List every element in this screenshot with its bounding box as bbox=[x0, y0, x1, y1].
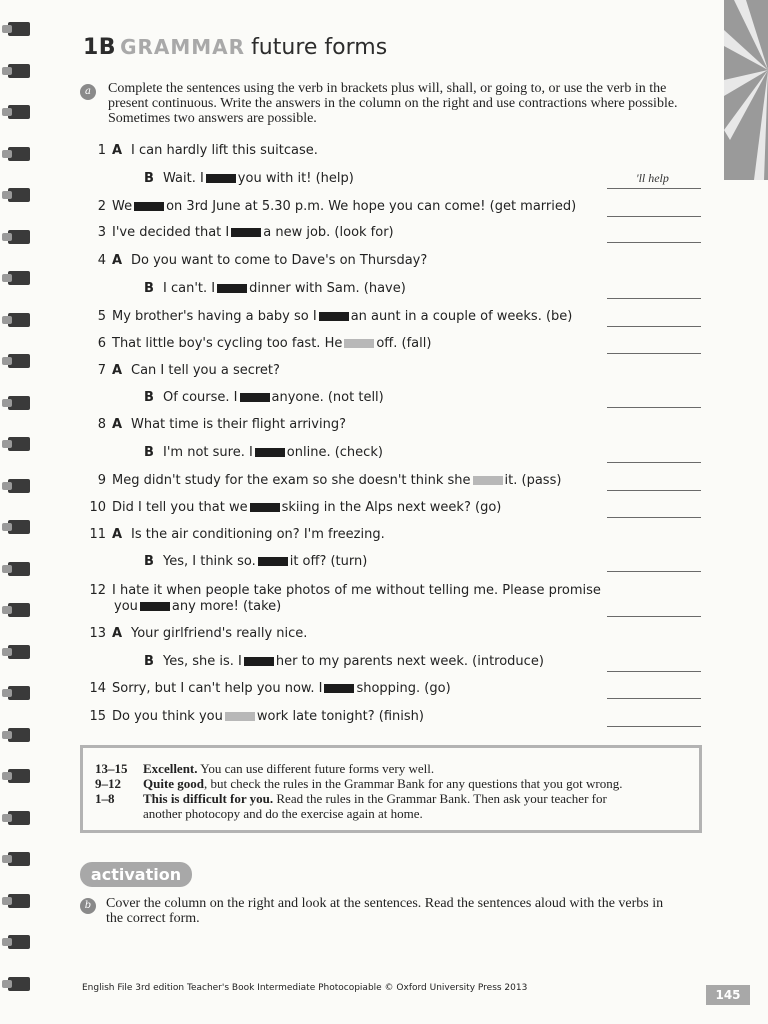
sentence-number: 9 bbox=[97, 473, 106, 488]
sentence-text: Yes, she is. I bbox=[163, 654, 242, 669]
sentence-number: 13 bbox=[89, 626, 106, 641]
sentence-number: 10 bbox=[89, 500, 106, 515]
sentence-text: Of course. I bbox=[163, 390, 238, 405]
binding-hole bbox=[8, 811, 30, 825]
score-row bbox=[95, 791, 607, 806]
sentence-row bbox=[80, 253, 620, 268]
sentence-text: Sorry, but I can't help you now. I bbox=[112, 681, 323, 696]
sentence-number: 5 bbox=[97, 309, 106, 324]
score-row bbox=[95, 806, 423, 821]
sentence-number: 2 bbox=[97, 199, 106, 214]
answer-blank bbox=[134, 202, 164, 211]
sentence-text: We bbox=[112, 199, 133, 214]
sentence-text: online. (check) bbox=[286, 445, 383, 460]
answer-blank bbox=[231, 228, 261, 237]
score-box bbox=[80, 745, 702, 833]
sentence-text: I can't. I bbox=[163, 281, 216, 296]
answer-line[interactable] bbox=[607, 242, 701, 243]
example-answer: 'll help bbox=[636, 171, 669, 185]
answer-line[interactable] bbox=[607, 298, 701, 299]
score-text: Read the rules in the Grammar Bank. Then ask your teacher for bbox=[273, 791, 607, 806]
answer-line[interactable] bbox=[607, 490, 701, 491]
sentence-text: shopping. (go) bbox=[356, 681, 451, 696]
sentence-text: Your girlfriend's really nice. bbox=[131, 626, 308, 641]
sentence-number: 8 bbox=[97, 417, 106, 432]
sentence-text: anyone. (not tell) bbox=[271, 390, 384, 405]
score-range: 13–15 bbox=[95, 761, 128, 776]
answer-line[interactable] bbox=[607, 188, 701, 189]
speaker-label: B bbox=[144, 171, 154, 186]
sentence-row bbox=[80, 626, 620, 641]
sentence-row bbox=[80, 599, 620, 614]
section-topic: future forms bbox=[251, 35, 388, 60]
binding-hole bbox=[8, 852, 30, 866]
sentence-number: 11 bbox=[89, 527, 106, 542]
score-row bbox=[95, 776, 622, 791]
sentence-text: That little boy's cycling too fast. He bbox=[112, 336, 343, 351]
answer-line[interactable] bbox=[607, 353, 701, 354]
answer-blank bbox=[473, 476, 503, 485]
sentence-text: I can hardly lift this suitcase. bbox=[131, 143, 318, 158]
sentence-text: I'm not sure. I bbox=[163, 445, 253, 460]
sentence-row bbox=[80, 390, 620, 405]
sentence-number: 4 bbox=[97, 253, 106, 268]
section-category: GRAMMAR bbox=[120, 35, 246, 59]
speaker-label: A bbox=[112, 626, 123, 641]
answer-line[interactable] bbox=[607, 571, 701, 572]
sentence-text: What time is their flight arriving? bbox=[131, 417, 346, 432]
answer-line[interactable] bbox=[607, 326, 701, 327]
page-number: 145 bbox=[706, 985, 750, 1005]
exercise-a-instruction: Complete the sentences using the verb in brackets plus will, shall, or going to, or use the verb in the present continuous. Write the answers in the column on the right and use contractions where possible. Sometimes two answers are possible. bbox=[108, 81, 678, 126]
speaker-label: A bbox=[112, 417, 123, 432]
sentence-row bbox=[80, 583, 620, 598]
answer-line[interactable] bbox=[607, 726, 701, 727]
sentence-text: I hate it when people take photos of me without telling me. Please promise bbox=[112, 583, 601, 598]
sentence-row bbox=[80, 171, 620, 186]
sentence-row bbox=[80, 554, 620, 569]
score-range: 9–12 bbox=[95, 776, 121, 791]
sentence-number: 6 bbox=[97, 336, 106, 351]
answer-line[interactable] bbox=[607, 616, 701, 617]
sentence-text: an aunt in a couple of weeks. (be) bbox=[350, 309, 573, 324]
sentence-row bbox=[80, 336, 620, 351]
answer-line[interactable] bbox=[607, 216, 701, 217]
answer-blank bbox=[225, 712, 255, 721]
sentence-row bbox=[80, 309, 620, 324]
sentence-text: Is the air conditioning on? I'm freezing. bbox=[131, 527, 385, 542]
sentence-row bbox=[80, 681, 620, 696]
sentence-text: I've decided that I bbox=[112, 225, 230, 240]
activation-heading: activation bbox=[80, 862, 192, 887]
sentence-number: 3 bbox=[97, 225, 106, 240]
speaker-label: B bbox=[144, 390, 154, 405]
binding-hole bbox=[8, 894, 30, 908]
sentence-text: Do you want to come to Dave's on Thursday? bbox=[131, 253, 428, 268]
binding-hole bbox=[8, 147, 30, 161]
answer-blank bbox=[255, 448, 285, 457]
sentence-text: any more! (take) bbox=[171, 599, 282, 614]
binding-hole bbox=[8, 230, 30, 244]
answer-blank bbox=[206, 174, 236, 183]
answer-blank bbox=[324, 684, 354, 693]
speaker-label: B bbox=[144, 445, 154, 460]
binding-hole bbox=[8, 686, 30, 700]
binding-hole bbox=[8, 769, 30, 783]
sentence-row bbox=[80, 527, 620, 542]
sentence-text: off. (fall) bbox=[376, 336, 432, 351]
score-text: You can use different future forms very well. bbox=[197, 761, 435, 776]
sentence-text: dinner with Sam. (have) bbox=[249, 281, 406, 296]
speaker-label: B bbox=[144, 281, 154, 296]
exercise-b-instruction: Cover the column on the right and look at the sentences. Read the sentences aloud with the verbs in the correct form. bbox=[106, 896, 664, 926]
page-title bbox=[83, 35, 387, 60]
score-row bbox=[95, 761, 434, 776]
sentence-row bbox=[80, 281, 620, 296]
sentence-row bbox=[80, 363, 620, 378]
exercise-b-badge: b bbox=[80, 898, 96, 914]
sentence-row bbox=[80, 417, 620, 432]
sentence-text: Do you think you bbox=[112, 709, 223, 724]
binding-hole bbox=[8, 728, 30, 742]
sentence-row bbox=[80, 654, 620, 669]
score-text: , but check the rules in the Grammar Bank for any questions that you got wrong. bbox=[204, 776, 623, 791]
answer-blank bbox=[319, 312, 349, 321]
answer-blank bbox=[344, 339, 374, 348]
answer-blank bbox=[240, 393, 270, 402]
speaker-label: A bbox=[112, 143, 123, 158]
sentence-row bbox=[80, 500, 620, 515]
speaker-label: B bbox=[144, 654, 154, 669]
binding-hole bbox=[8, 105, 30, 119]
spiral-binding bbox=[0, 0, 34, 1024]
answer-line[interactable] bbox=[607, 407, 701, 408]
sentence-text: it off? (turn) bbox=[289, 554, 368, 569]
lesson-code: 1B bbox=[83, 35, 117, 60]
binding-hole bbox=[8, 935, 30, 949]
sentence-row bbox=[80, 143, 620, 158]
answer-blank bbox=[217, 284, 247, 293]
score-label: Excellent. bbox=[143, 761, 198, 776]
sentence-row bbox=[80, 199, 620, 214]
speaker-label: A bbox=[112, 253, 123, 268]
binding-hole bbox=[8, 479, 30, 493]
sentence-row bbox=[80, 709, 620, 724]
decorative-rays bbox=[724, 0, 768, 180]
answer-line[interactable] bbox=[607, 462, 701, 463]
answer-line[interactable] bbox=[607, 671, 701, 672]
answer-blank bbox=[250, 503, 280, 512]
sentence-text: Meg didn't study for the exam so she doesn't think she bbox=[112, 473, 471, 488]
binding-hole bbox=[8, 645, 30, 659]
sentence-number: 12 bbox=[89, 583, 106, 598]
sentence-number: 15 bbox=[89, 709, 106, 724]
sentence-text: work late tonight? (finish) bbox=[256, 709, 424, 724]
answer-blank bbox=[258, 557, 288, 566]
sentence-text: it. (pass) bbox=[504, 473, 562, 488]
sentence-row bbox=[80, 225, 620, 240]
binding-hole bbox=[8, 188, 30, 202]
sentence-row bbox=[80, 473, 620, 488]
sentence-text: Yes, I think so. bbox=[163, 554, 256, 569]
speaker-label: B bbox=[144, 554, 154, 569]
binding-hole bbox=[8, 271, 30, 285]
answer-line[interactable] bbox=[607, 517, 701, 518]
sentence-text: My brother's having a baby so I bbox=[112, 309, 317, 324]
sentence-number: 7 bbox=[97, 363, 106, 378]
sentence-text: you with it! (help) bbox=[237, 171, 354, 186]
sentence-text: her to my parents next week. (introduce) bbox=[275, 654, 544, 669]
binding-hole bbox=[8, 520, 30, 534]
score-text: another photocopy and do the exercise again at home. bbox=[143, 806, 423, 821]
footer-credit: English File 3rd edition Teacher's Book Intermediate Photocopiable © Oxford University Press 2013 bbox=[82, 983, 528, 993]
answer-line[interactable] bbox=[607, 698, 701, 699]
binding-hole bbox=[8, 64, 30, 78]
score-label: Quite good bbox=[143, 776, 205, 791]
answer-blank bbox=[140, 602, 170, 611]
sentence-number: 1 bbox=[97, 143, 106, 158]
sentence-text: you bbox=[114, 599, 138, 614]
sentence-row bbox=[80, 445, 620, 460]
sentence-text: a new job. (look for) bbox=[263, 225, 394, 240]
sentence-text: Did I tell you that we bbox=[112, 500, 248, 515]
binding-hole bbox=[8, 313, 30, 327]
speaker-label: A bbox=[112, 527, 123, 542]
binding-hole bbox=[8, 562, 30, 576]
speaker-label: A bbox=[112, 363, 123, 378]
binding-hole bbox=[8, 603, 30, 617]
binding-hole bbox=[8, 396, 30, 410]
score-label: This is difficult for you. bbox=[143, 791, 274, 806]
sentence-number: 14 bbox=[89, 681, 106, 696]
binding-hole bbox=[8, 22, 30, 36]
exercise-a-badge: a bbox=[80, 84, 96, 100]
binding-hole bbox=[8, 437, 30, 451]
answer-blank bbox=[244, 657, 274, 666]
score-range: 1–8 bbox=[95, 791, 115, 806]
binding-hole bbox=[8, 977, 30, 991]
sentence-text: skiing in the Alps next week? (go) bbox=[281, 500, 502, 515]
sentence-text: Wait. I bbox=[163, 171, 204, 186]
binding-hole bbox=[8, 354, 30, 368]
sentence-text: on 3rd June at 5.30 p.m. We hope you can come! (get married) bbox=[166, 199, 577, 214]
sentence-text: Can I tell you a secret? bbox=[131, 363, 280, 378]
